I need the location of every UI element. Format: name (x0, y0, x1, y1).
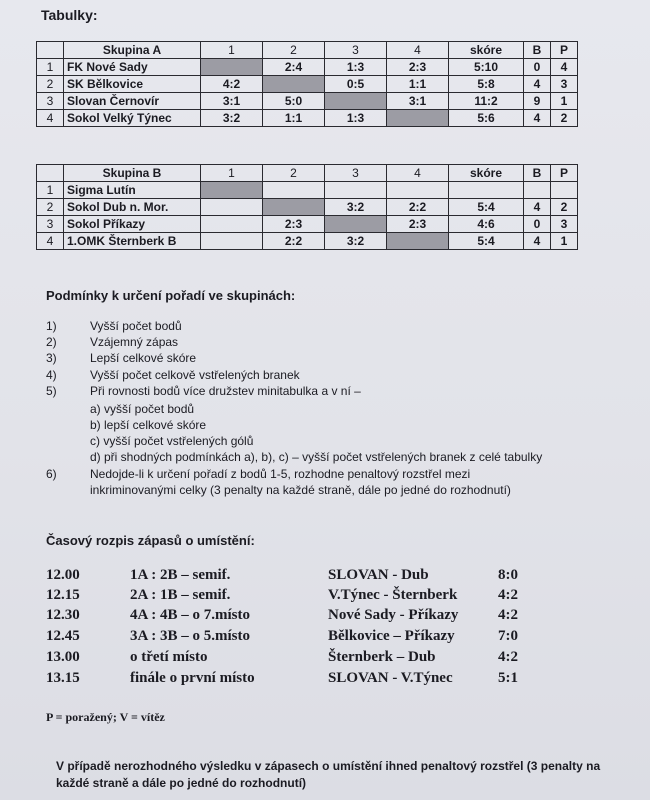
row-number: 2 (37, 199, 64, 216)
result-cell: 1:3 (325, 110, 387, 127)
condition-number: 4) (46, 368, 57, 382)
table-row (37, 199, 578, 216)
points-cell: 4 (524, 199, 551, 216)
score-cell: 4:6 (449, 216, 524, 233)
match-time: 12.30 (46, 607, 80, 623)
team-name: FK Nové Sady (64, 59, 201, 76)
result-cell (201, 233, 263, 250)
condition-text: c) vyšší počet vstřelených gólů (90, 434, 254, 448)
row-number: 3 (37, 216, 64, 233)
condition-text: a) vyšší počet bodů (90, 402, 195, 416)
match-result: 4:2 (498, 587, 518, 603)
condition-number: 1) (46, 319, 57, 333)
team-name: 1.OMK Šternberk B (64, 233, 201, 250)
match-result: 7:0 (498, 628, 518, 644)
table-row (37, 110, 578, 127)
rank-cell: 2 (551, 110, 578, 127)
match-pairing: 2A : 1B – semif. (130, 587, 231, 603)
match-pairing: 1A : 2B – semif. (130, 567, 231, 583)
rank-cell: 4 (551, 59, 578, 76)
result-cell (263, 182, 325, 199)
result-cell: 3:2 (325, 233, 387, 250)
match-teams: SLOVAN - Dub (328, 567, 429, 583)
score-cell: 11:2 (449, 93, 524, 110)
team-name: Slovan Černovír (64, 93, 201, 110)
points-cell: 9 (524, 93, 551, 110)
team-name: Sokol Příkazy (64, 216, 201, 233)
rank-cell: 3 (551, 76, 578, 93)
table-row (37, 93, 578, 110)
schedule-row (46, 647, 606, 667)
condition-text: d) při shodných podmínkách a), b), c) – vyšší počet vstřelených branek z celé tabulky (90, 450, 543, 464)
col-header: 2 (263, 165, 325, 182)
condition-text: b) lepší celkové skóre (90, 418, 207, 432)
match-teams: V.Týnec - Šternberk (328, 587, 458, 603)
rank-header: P (551, 42, 578, 59)
match-result: 4:2 (498, 649, 518, 665)
points-header: B (524, 42, 551, 59)
page-heading: Tabulky: (41, 7, 98, 23)
result-cell: 4:2 (201, 76, 263, 93)
match-pairing: 4A : 4B – o 7.místo (130, 607, 250, 623)
points-cell (524, 182, 551, 199)
condition-text: Lepší celkové skóre (90, 351, 197, 365)
condition-subitem (90, 449, 630, 465)
match-result: 5:1 (498, 670, 518, 686)
conditions-title: Podmínky k určení pořadí ve skupinách: (46, 288, 296, 303)
points-cell: 4 (524, 233, 551, 250)
condition-subitem (90, 401, 650, 417)
row-number: 3 (37, 93, 64, 110)
table-header-row (37, 42, 578, 59)
schedule-row (46, 626, 606, 646)
header-blank (37, 165, 64, 182)
self-cell (263, 199, 325, 216)
team-name: SK Bělkovice (64, 76, 201, 93)
result-cell (201, 199, 263, 216)
self-cell (387, 233, 449, 250)
match-pairing: o třetí místo (130, 649, 208, 665)
result-cell: 1:1 (387, 76, 449, 93)
legend-text: P = poražený; V = vítěz (46, 710, 165, 724)
match-time: 13.00 (46, 649, 80, 665)
group-name: Skupina A (64, 42, 201, 59)
table-row (37, 59, 578, 76)
result-cell: 0:5 (325, 76, 387, 93)
condition-number: 6) (46, 467, 57, 481)
rank-cell: 2 (551, 199, 578, 216)
points-cell: 0 (524, 59, 551, 76)
table-header-row (37, 165, 578, 182)
points-cell: 0 (524, 216, 551, 233)
col-header: 4 (387, 165, 449, 182)
rank-cell: 3 (551, 216, 578, 233)
match-result: 8:0 (498, 567, 518, 583)
rank-header: P (551, 165, 578, 182)
match-time: 12.00 (46, 567, 80, 583)
result-cell: 3:1 (387, 93, 449, 110)
match-time: 12.45 (46, 628, 80, 644)
self-cell (325, 93, 387, 110)
result-cell (201, 216, 263, 233)
score-cell (449, 182, 524, 199)
schedule-row (46, 565, 606, 585)
points-cell: 4 (524, 76, 551, 93)
header-blank (37, 42, 64, 59)
group-name: Skupina B (64, 165, 201, 182)
result-cell (387, 182, 449, 199)
rank-cell (551, 182, 578, 199)
rank-cell: 1 (551, 233, 578, 250)
result-cell: 3:2 (201, 110, 263, 127)
col-header: 4 (387, 42, 449, 59)
result-cell: 2:3 (387, 59, 449, 76)
result-cell: 5:0 (263, 93, 325, 110)
result-cell: 1:1 (263, 110, 325, 127)
self-cell (201, 59, 263, 76)
rank-cell: 1 (551, 93, 578, 110)
match-teams: Nové Sady - Příkazy (328, 607, 459, 623)
result-cell: 2:3 (387, 216, 449, 233)
schedule-row (46, 668, 606, 688)
condition-number: 2) (46, 335, 57, 349)
condition-text: Nedojde-li k určení pořadí z bodů 1-5, rozhodne penaltový rozstřel mezi (90, 467, 471, 481)
score-header: skóre (449, 42, 524, 59)
result-cell: 2:2 (263, 233, 325, 250)
condition-text: Při rovnosti bodů více družstev minitabulka a v ní – (90, 384, 361, 398)
condition-subitem (90, 433, 650, 449)
col-header: 2 (263, 42, 325, 59)
group-b-table (36, 164, 578, 250)
group-a-table (36, 41, 578, 127)
score-cell: 5:6 (449, 110, 524, 127)
condition-number: 3) (46, 351, 57, 365)
team-name: Sigma Lutín (64, 182, 201, 199)
result-cell: 2:3 (263, 216, 325, 233)
self-cell (325, 216, 387, 233)
row-number: 4 (37, 233, 64, 250)
match-pairing: finále o první místo (130, 670, 255, 686)
table-row (37, 182, 578, 199)
match-pairing: 3A : 3B – o 5.místo (130, 628, 250, 644)
result-cell: 3:1 (201, 93, 263, 110)
result-cell (325, 182, 387, 199)
match-time: 13.15 (46, 670, 80, 686)
col-header: 1 (201, 42, 263, 59)
footnote-text: V případě nerozhodného výsledku v zápasech o umístění ihned penaltový rozstřel (3 penalty na každé straně a dále po jedné do rozhodnutí) (56, 759, 601, 790)
condition-text: Vyšší počet bodů (90, 319, 182, 333)
row-number: 1 (37, 59, 64, 76)
score-cell: 5:10 (449, 59, 524, 76)
result-cell: 3:2 (325, 199, 387, 216)
self-cell (387, 110, 449, 127)
team-name: Sokol Velký Týnec (64, 110, 201, 127)
row-number: 2 (37, 76, 64, 93)
match-teams: SLOVAN - V.Týnec (328, 670, 453, 686)
result-cell: 2:2 (387, 199, 449, 216)
points-cell: 4 (524, 110, 551, 127)
col-header: 1 (201, 165, 263, 182)
row-number: 4 (37, 110, 64, 127)
col-header: 3 (325, 42, 387, 59)
self-cell (263, 76, 325, 93)
match-teams: Bělkovice – Příkazy (328, 628, 455, 644)
match-result: 4:2 (498, 607, 518, 623)
schedule-row (46, 585, 606, 605)
schedule-title: Časový rozpis zápasů o umístění: (46, 533, 255, 548)
score-cell: 5:4 (449, 233, 524, 250)
score-cell: 5:8 (449, 76, 524, 93)
condition-text: inkriminovanými celky (3 penalty na každé straně, dále po jedné do rozhodnutí) (90, 483, 511, 497)
col-header: 3 (325, 165, 387, 182)
condition-text: Vzájemný zápas (90, 335, 179, 349)
condition-number: 5) (46, 384, 57, 398)
match-time: 12.15 (46, 587, 80, 603)
self-cell (201, 182, 263, 199)
table-row (37, 76, 578, 93)
result-cell: 2:4 (263, 59, 325, 76)
row-number: 1 (37, 182, 64, 199)
table-row (37, 233, 578, 250)
points-header: B (524, 165, 551, 182)
condition-text: Vyšší počet celkově vstřelených branek (90, 368, 300, 382)
match-teams: Šternberk – Dub (328, 649, 436, 665)
table-row (37, 216, 578, 233)
score-cell: 5:4 (449, 199, 524, 216)
result-cell: 1:3 (325, 59, 387, 76)
schedule-row (46, 605, 606, 625)
score-header: skóre (449, 165, 524, 182)
condition-subitem (90, 417, 650, 433)
team-name: Sokol Dub n. Mor. (64, 199, 201, 216)
